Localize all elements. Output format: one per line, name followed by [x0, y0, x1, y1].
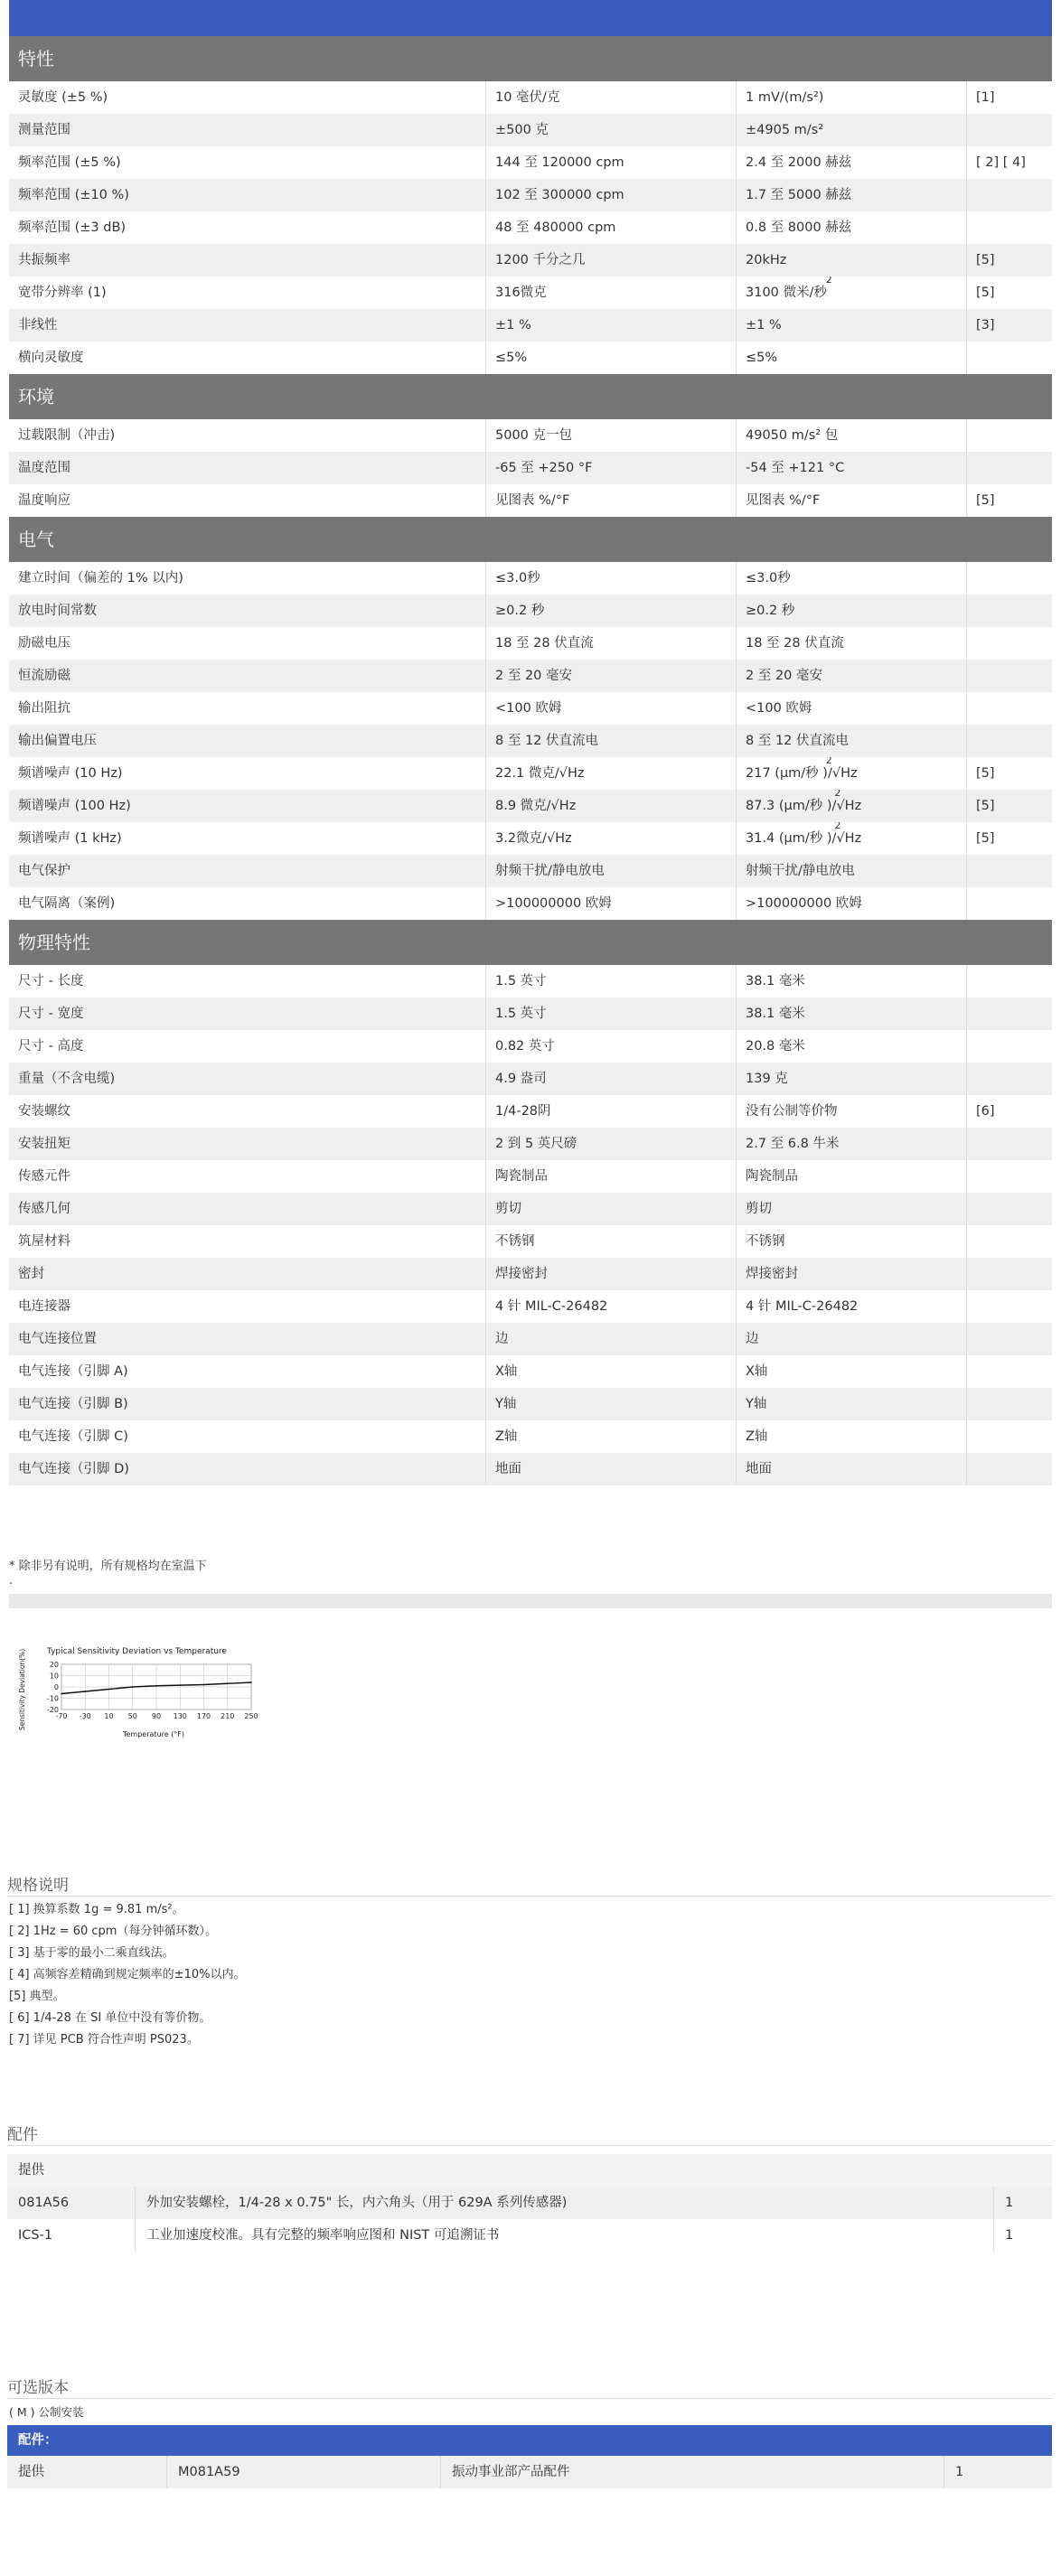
chart-y-tick: 20: [49, 1661, 59, 1669]
spec-value-si: 剪切: [737, 1193, 967, 1225]
chart-y-tick: -20: [46, 1706, 59, 1714]
spec-row: [9, 1225, 1052, 1258]
spec-row: [9, 1420, 1052, 1453]
spec-value-imperial: 见图表 %/°F: [486, 484, 737, 517]
spec-note-ref: [967, 855, 1052, 887]
spec-value-imperial: ±1 %: [486, 309, 737, 342]
spec-label: 频率范围 (±5 %): [9, 146, 486, 179]
spec-note-ref: [967, 1160, 1052, 1193]
spec-value-imperial: ±500 克: [486, 114, 737, 146]
spec-value-si: 焊接密封: [737, 1258, 967, 1290]
spec-value-imperial: 102 至 300000 cpm: [486, 179, 737, 211]
spec-row: [9, 595, 1052, 627]
spec-value-si: X轴: [737, 1355, 967, 1388]
section-rows: [9, 419, 1052, 517]
footnotes-divider: [7, 1896, 1052, 1897]
spec-value-imperial: <100 欧姆: [486, 692, 737, 725]
spec-value-si: 20kHz: [737, 244, 967, 276]
chart-x-label: Temperature (°F): [122, 1730, 185, 1738]
spec-row: [9, 1193, 1052, 1225]
spec-value-si: 见图表 %/°F: [737, 484, 967, 517]
spec-note-ref: [3]: [976, 318, 995, 333]
spec-value-imperial: ≤3.0秒: [486, 562, 737, 595]
spec-value-imperial: 射频干扰/静电放电: [486, 855, 737, 887]
chart-x-tick: 10: [104, 1712, 114, 1720]
spec-value-si: 2 至 20 毫安: [737, 660, 967, 692]
spec-row: [9, 1355, 1052, 1388]
superscript-two: 2: [834, 822, 841, 831]
chart-y-label: Sensitivity Deviation(%): [18, 1648, 26, 1731]
spec-value-imperial: -65 至 +250 °F: [486, 452, 737, 484]
spec-value-si: 0.8 至 8000 赫兹: [737, 211, 967, 244]
spec-note-ref: [967, 627, 1052, 660]
spec-value-imperial: 10 毫伏/克: [486, 81, 737, 114]
spec-row: [9, 309, 1052, 342]
spec-value-si: 陶瓷制品: [737, 1160, 967, 1193]
accessory-qty: 1: [1005, 2196, 1014, 2210]
spec-note-ref: [967, 1355, 1052, 1388]
spec-row: [9, 179, 1052, 211]
accessory-description: 工业加速度校准。具有完整的频率响应图和 NIST 可追溯证书: [136, 2219, 994, 2252]
spec-label: 电气连接（引脚 D): [9, 1453, 486, 1485]
spec-label: 重量（不含电缆): [9, 1063, 486, 1095]
footnote-item: [ 6] 1/4-28 在 SI 单位中没有等价物。: [9, 2011, 211, 2025]
chart-x-tick: -30: [79, 1712, 91, 1720]
spec-row: [9, 692, 1052, 725]
spec-label: 频率范围 (±10 %): [9, 179, 486, 211]
chart-data-point: [61, 1693, 62, 1695]
accessories-header: 提供: [7, 2154, 1052, 2187]
spec-row: [9, 822, 1052, 855]
spec-row: [9, 484, 1052, 517]
chart-data-point: [132, 1686, 134, 1688]
spec-label: 过载限制（冲击): [9, 419, 486, 452]
gray-divider-strip: [9, 1594, 1052, 1608]
spec-value-si: ≥0.2 秒: [737, 595, 967, 627]
spec-value-si: 没有公制等价物: [737, 1095, 967, 1128]
spec-value-si: ≤3.0秒: [737, 562, 967, 595]
spec-value-imperial: 焊接密封: [486, 1258, 737, 1290]
spec-row: [9, 1453, 1052, 1485]
footnote-item: [5] 典型。: [9, 1990, 65, 2003]
spec-value-imperial: 4 针 MIL-C-26482: [486, 1290, 737, 1323]
spec-label: 励磁电压: [9, 627, 486, 660]
spec-value-si: 87.3 (μm/秒 )/√Hz 2: [737, 790, 967, 822]
chart-data-point: [203, 1684, 205, 1686]
spec-value-imperial: 陶瓷制品: [486, 1160, 737, 1193]
spec-note-ref: [967, 1063, 1052, 1095]
spec-label: 灵敏度 (±5 %): [9, 81, 486, 114]
spec-row: [9, 965, 1052, 998]
spec-value-imperial: X轴: [486, 1355, 737, 1388]
spec-row: [9, 562, 1052, 595]
spec-value-imperial: 2 到 5 英尺磅: [486, 1128, 737, 1160]
option-type: 提供: [7, 2456, 167, 2488]
spec-value-si: 31.4 (μm/秒 )/√Hz 2: [737, 822, 967, 855]
spec-label: 电气隔离（案例): [9, 887, 486, 920]
spec-note-ref: [967, 887, 1052, 920]
spec-note-ref: [5]: [976, 253, 995, 267]
chart-x-tick: 130: [173, 1712, 187, 1720]
room-temperature-note: * 除非另有说明，所有规格均在室温下: [9, 1560, 207, 1573]
spec-value-imperial: ≥0.2 秒: [486, 595, 737, 627]
spec-value-si: 地面: [737, 1453, 967, 1485]
spec-note-ref: [5]: [976, 286, 995, 300]
section-header: 电气: [9, 517, 1052, 562]
option-description: 振动事业部产品配件: [441, 2456, 944, 2488]
spec-value-si: 38.1 毫米: [737, 998, 967, 1030]
spec-value-imperial: 1.5 英寸: [486, 998, 737, 1030]
option-qty: 1: [955, 2465, 964, 2479]
options-title: 可选版本: [7, 2379, 69, 2397]
spec-note-ref: [967, 1290, 1052, 1323]
spec-value-imperial: 地面: [486, 1453, 737, 1485]
spec-label: 尺寸 - 高度: [9, 1030, 486, 1063]
spec-row: [9, 211, 1052, 244]
spec-note-ref: [967, 595, 1052, 627]
chart-x-tick: 210: [221, 1712, 235, 1720]
spec-value-si: <100 欧姆: [737, 692, 967, 725]
spec-label: 频谱噪声 (1 kHz): [9, 822, 486, 855]
accessories-divider: [7, 2145, 1052, 2146]
spec-row: [9, 998, 1052, 1030]
spec-row: [9, 1323, 1052, 1355]
option-model: M081A59: [167, 2456, 441, 2488]
spec-value-si: 217 (μm/秒 )/√Hz 2: [737, 757, 967, 790]
section-header: 特性: [9, 36, 1052, 81]
accessory-row: [7, 2187, 1052, 2219]
spec-value-si: 边: [737, 1323, 967, 1355]
option-row: [7, 2456, 1052, 2488]
spec-label: 电气连接（引脚 A): [9, 1355, 486, 1388]
spec-row: [9, 452, 1052, 484]
spec-note-ref: [967, 660, 1052, 692]
spec-note-ref: [967, 1193, 1052, 1225]
accessory-model: ICS-1: [7, 2219, 136, 2252]
spec-note-ref: [967, 562, 1052, 595]
spec-row: [9, 660, 1052, 692]
spec-row: [9, 887, 1052, 920]
spec-note-ref: [6]: [976, 1104, 995, 1119]
chart-data-point: [155, 1685, 157, 1687]
spec-value-imperial: 316微克: [486, 276, 737, 309]
spec-value-imperial: 22.1 微克/√Hz: [486, 757, 737, 790]
spec-row: [9, 1388, 1052, 1420]
section-header: 物理特性: [9, 920, 1052, 965]
spec-row: [9, 1258, 1052, 1290]
spec-note-ref: [5]: [976, 831, 995, 846]
spec-value-si: 20.8 毫米: [737, 1030, 967, 1063]
spec-value-si: ±4905 m/s²: [737, 114, 967, 146]
spec-label: 温度范围: [9, 452, 486, 484]
spec-value-si: 4 针 MIL-C-26482: [737, 1290, 967, 1323]
spec-label: 电气连接（引脚 C): [9, 1420, 486, 1453]
spec-table: [9, 36, 1052, 1485]
spec-note-ref: [ 2] [ 4]: [976, 155, 1026, 170]
chart-y-tick: 10: [49, 1672, 59, 1681]
spec-label: 非线性: [9, 309, 486, 342]
spec-label: 电连接器: [9, 1290, 486, 1323]
spec-value-imperial: 3.2微克/√Hz: [486, 822, 737, 855]
footnote-item: [ 3] 基于零的最小二乘直线法。: [9, 1946, 174, 1960]
spec-row: [9, 1030, 1052, 1063]
spec-row: [9, 146, 1052, 179]
spec-label: 传感元件: [9, 1160, 486, 1193]
spec-value-imperial: 2 至 20 毫安: [486, 660, 737, 692]
spec-note-ref: [5]: [976, 493, 995, 508]
spec-note-ref: [967, 342, 1052, 374]
spec-label: 筑屋材料: [9, 1225, 486, 1258]
spec-row: [9, 114, 1052, 146]
spec-value-si: 2.4 至 2000 赫兹: [737, 146, 967, 179]
spec-value-imperial: 8 至 12 伏直流电: [486, 725, 737, 757]
spec-note-ref: [5]: [976, 766, 995, 781]
chart-data-point: [250, 1681, 252, 1683]
accessory-qty: 1: [1005, 2228, 1014, 2243]
spec-label: 电气连接（引脚 B): [9, 1388, 486, 1420]
accessories-title: 配件: [7, 2126, 38, 2144]
spec-label: 尺寸 - 宽度: [9, 998, 486, 1030]
spec-row: [9, 1290, 1052, 1323]
spec-value-si: 38.1 毫米: [737, 965, 967, 998]
chart-title: Typical Sensitivity Deviation vs Temperature: [47, 1647, 227, 1656]
spec-value-imperial: 144 至 120000 cpm: [486, 146, 737, 179]
spec-row: [9, 244, 1052, 276]
chart-data-point: [227, 1682, 229, 1684]
spec-note-ref: [967, 965, 1052, 998]
top-blue-bar: [9, 0, 1052, 36]
spec-value-imperial: Z轴: [486, 1420, 737, 1453]
spec-value-imperial: 1200 千分之几: [486, 244, 737, 276]
spec-row: [9, 790, 1052, 822]
spec-row: [9, 342, 1052, 374]
spec-value-imperial: 1.5 英寸: [486, 965, 737, 998]
spec-row: [9, 757, 1052, 790]
spec-label: 测量范围: [9, 114, 486, 146]
superscript-two: 2: [825, 276, 832, 286]
spec-value-si: 不锈钢: [737, 1225, 967, 1258]
spec-row: [9, 1063, 1052, 1095]
spec-row: [9, 1095, 1052, 1128]
spec-value-imperial: 18 至 28 伏直流: [486, 627, 737, 660]
spec-value-imperial: 0.82 英寸: [486, 1030, 737, 1063]
section-rows: [9, 965, 1052, 1485]
spec-value-si: 3100 微米/秒 2: [737, 276, 967, 309]
spec-value-imperial: 8.9 微克/√Hz: [486, 790, 737, 822]
spec-row: [9, 855, 1052, 887]
spec-row: [9, 81, 1052, 114]
spec-value-si: 2.7 至 6.8 牛米: [737, 1128, 967, 1160]
spec-note-ref: [967, 211, 1052, 244]
accessories-table: [7, 2154, 1052, 2252]
chart-y-tick: 0: [53, 1683, 59, 1691]
spec-label: 频谱噪声 (100 Hz): [9, 790, 486, 822]
spec-label: 放电时间常数: [9, 595, 486, 627]
spec-value-si: 射频干扰/静电放电: [737, 855, 967, 887]
spec-label: 频谱噪声 (10 Hz): [9, 757, 486, 790]
spec-value-imperial: 不锈钢: [486, 1225, 737, 1258]
note-dot: .: [9, 1574, 14, 1588]
spec-row: [9, 419, 1052, 452]
spec-note-ref: [967, 452, 1052, 484]
spec-row: [9, 276, 1052, 309]
chart-data-point: [84, 1691, 86, 1692]
spec-value-si: 139 克: [737, 1063, 967, 1095]
accessory-model: 081A56: [7, 2187, 136, 2219]
section-header: 环境: [9, 374, 1052, 419]
spec-value-si: ±1 %: [737, 309, 967, 342]
spec-note-ref: [967, 1388, 1052, 1420]
spec-value-imperial: 1/4-28阴: [486, 1095, 737, 1128]
spec-value-si: Z轴: [737, 1420, 967, 1453]
chart-x-tick: 50: [127, 1712, 137, 1720]
options-table: [7, 2425, 1052, 2488]
spec-note-ref: [967, 1128, 1052, 1160]
temperature-chart: [9, 1626, 271, 1762]
spec-label: 温度响应: [9, 484, 486, 517]
spec-value-si: 18 至 28 伏直流: [737, 627, 967, 660]
section-rows: [9, 81, 1052, 374]
options-subtitle: ( M ) 公制安装: [9, 2405, 84, 2419]
spec-value-si: ≤5%: [737, 342, 967, 374]
spec-label: 输出阻抗: [9, 692, 486, 725]
accessory-description: 外加安装螺栓，1/4-28 x 0.75" 长，内六角头（用于 629A 系列传感器): [136, 2187, 994, 2219]
spec-label: 尺寸 - 长度: [9, 965, 486, 998]
spec-note-ref: [967, 1453, 1052, 1485]
chart-x-tick: 90: [151, 1712, 162, 1720]
spec-value-si: 1.7 至 5000 赫兹: [737, 179, 967, 211]
spec-label: 安装扭矩: [9, 1128, 486, 1160]
options-header: 配件：: [7, 2425, 1052, 2456]
spec-value-imperial: 48 至 480000 cpm: [486, 211, 737, 244]
chart-x-tick: 250: [244, 1712, 258, 1720]
footnotes-list: [9, 1899, 245, 2051]
spec-note-ref: [967, 179, 1052, 211]
chart-data-point: [179, 1684, 181, 1686]
spec-value-imperial: Y轴: [486, 1388, 737, 1420]
section-rows: [9, 562, 1052, 920]
spec-label: 横向灵敏度: [9, 342, 486, 374]
spec-label: 电气连接位置: [9, 1323, 486, 1355]
spec-note-ref: [967, 725, 1052, 757]
spec-label: 恒流励磁: [9, 660, 486, 692]
chart-x-tick: -70: [55, 1712, 68, 1720]
spec-value-imperial: 4.9 盎司: [486, 1063, 737, 1095]
spec-value-imperial: ≤5%: [486, 342, 737, 374]
spec-label: 建立时间（偏差的 1% 以内): [9, 562, 486, 595]
footnotes-title: 规格说明: [7, 1877, 69, 1895]
spec-note-ref: [967, 998, 1052, 1030]
chart-x-tick: 170: [196, 1712, 211, 1720]
spec-value-si: Y轴: [737, 1388, 967, 1420]
footnote-item: [ 2] 1Hz = 60 cpm（每分钟循环数）。: [9, 1925, 217, 1938]
spec-row: [9, 1160, 1052, 1193]
spec-value-imperial: >100000000 欧姆: [486, 887, 737, 920]
spec-note-ref: [967, 1030, 1052, 1063]
options-divider: [7, 2398, 1052, 2399]
spec-value-si: 8 至 12 伏直流电: [737, 725, 967, 757]
chart-data-point: [108, 1689, 110, 1691]
spec-label: 宽带分辨率 (1): [9, 276, 486, 309]
spec-note-ref: [1]: [976, 90, 995, 105]
spec-value-imperial: 剪切: [486, 1193, 737, 1225]
spec-value-imperial: 边: [486, 1323, 737, 1355]
spec-value-imperial: 5000 克一包: [486, 419, 737, 452]
superscript-two: 2: [825, 757, 832, 766]
spec-note-ref: [967, 692, 1052, 725]
spec-note-ref: [967, 114, 1052, 146]
footnote-item: [ 7] 详见 PCB 符合性声明 PS023。: [9, 2033, 199, 2047]
spec-label: 共振频率: [9, 244, 486, 276]
spec-label: 传感几何: [9, 1193, 486, 1225]
spec-value-si: >100000000 欧姆: [737, 887, 967, 920]
spec-label: 输出偏置电压: [9, 725, 486, 757]
spec-label: 密封: [9, 1258, 486, 1290]
spec-note-ref: [967, 1323, 1052, 1355]
spec-value-si: -54 至 +121 °C: [737, 452, 967, 484]
chart-y-tick: -10: [46, 1694, 59, 1703]
footnote-item: [ 4] 高频容差精确到规定频率的±10%以内。: [9, 1968, 246, 1981]
spec-row: [9, 1128, 1052, 1160]
spec-value-si: 1 mV/(m/s²): [737, 81, 967, 114]
spec-note-ref: [967, 419, 1052, 452]
spec-label: 电气保护: [9, 855, 486, 887]
accessory-row: [7, 2219, 1052, 2252]
footnote-item: [ 1] 换算系数 1g = 9.81 m/s²。: [9, 1903, 184, 1916]
superscript-two: 2: [834, 790, 841, 799]
spec-note-ref: [5]: [976, 799, 995, 813]
spec-label: 频率范围 (±3 dB): [9, 211, 486, 244]
spec-row: [9, 627, 1052, 660]
spec-note-ref: [967, 1420, 1052, 1453]
spec-note-ref: [967, 1258, 1052, 1290]
spec-row: [9, 725, 1052, 757]
spec-label: 安装螺纹: [9, 1095, 486, 1128]
spec-note-ref: [967, 1225, 1052, 1258]
spec-value-si: 49050 m/s² 包: [737, 419, 967, 452]
